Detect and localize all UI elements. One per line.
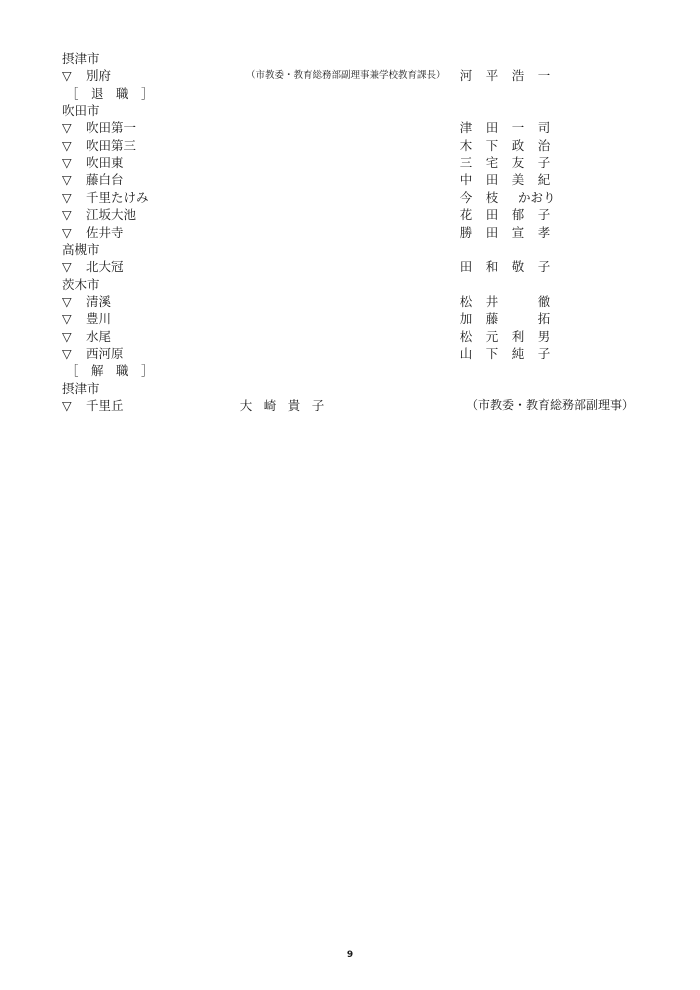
person-name-char: 司: [537, 120, 551, 136]
person-name-char: 宅: [485, 155, 499, 171]
personnel-entry: [0, 137, 700, 154]
triangle-icon: ▽: [62, 137, 72, 153]
person-name-char: 津: [459, 120, 473, 136]
city-heading: [0, 50, 700, 67]
school-name: 吹田第一: [86, 120, 137, 136]
triangle-icon: ▽: [62, 293, 72, 309]
triangle-icon: ▽: [62, 120, 72, 136]
personnel-entry: [0, 189, 700, 206]
person-name-char: 和: [485, 259, 499, 275]
section-label: ［ 退 職 ］: [66, 85, 154, 101]
school-name: 吹田東: [86, 155, 124, 171]
personnel-entry: [0, 206, 700, 223]
person-name-char: 田: [485, 224, 499, 240]
person-name-kana: かおり: [518, 189, 556, 205]
person-name-char: 郁: [511, 207, 525, 223]
person-name-char: 貴: [287, 398, 301, 413]
school-name: 佐井寺: [86, 224, 124, 240]
person-name-char: 子: [537, 259, 551, 275]
person-name-char: 紀: [537, 172, 551, 188]
personnel-entry: [0, 293, 700, 310]
person-name-char: 子: [311, 398, 325, 413]
person-name-char: 山: [459, 345, 473, 361]
person-name-char: 治: [537, 137, 551, 153]
personnel-entry: [0, 224, 700, 241]
person-name-char: 大: [239, 398, 253, 413]
person-name-char: 子: [537, 345, 551, 361]
section-heading: [0, 362, 700, 379]
triangle-icon: ▽: [62, 224, 72, 240]
school-name: 北大冠: [86, 259, 124, 275]
personnel-entry: [0, 310, 700, 327]
person-name-char: 下: [485, 345, 499, 361]
person-name-char: 浩: [511, 68, 525, 84]
section-label: ［ 解 職 ］: [66, 363, 154, 379]
page-number: 9: [346, 950, 354, 960]
person-name-char: 井: [485, 293, 499, 309]
person-name-char: 元: [485, 328, 499, 344]
personnel-entry: [0, 154, 700, 171]
person-name-char: 松: [459, 328, 473, 344]
city-heading: [0, 102, 700, 119]
city-name: 吹田市: [62, 103, 100, 119]
city-name: 高槻市: [62, 241, 100, 257]
personnel-entry: [0, 397, 700, 414]
triangle-icon: ▽: [62, 328, 72, 344]
city-heading: [0, 380, 700, 397]
position-note: （市教委・教育総務部副理事兼学校教育課長）: [246, 70, 446, 82]
person-name-char: 崎: [263, 398, 277, 413]
triangle-icon: ▽: [62, 259, 72, 275]
person-name-char: 枝: [485, 189, 499, 205]
triangle-icon: ▽: [62, 68, 72, 84]
triangle-icon: ▽: [62, 207, 72, 223]
city-name: 摂津市: [62, 380, 100, 396]
person-name-char: 勝: [459, 224, 473, 240]
person-name-char: 宣: [511, 224, 525, 240]
person-name-char: 河: [459, 68, 473, 84]
person-name-char: 子: [537, 207, 551, 223]
section-heading: [0, 85, 700, 102]
position-note: （市教委・教育総務部副理事）: [466, 398, 635, 412]
school-name: 水尾: [86, 328, 112, 344]
school-name: 江坂大池: [86, 207, 137, 223]
person-name-char: 加: [459, 311, 473, 327]
person-name-char: 孝: [537, 224, 551, 240]
person-name-char: 田: [485, 172, 499, 188]
person-name-char: 子: [537, 155, 551, 171]
school-name: 西河原: [86, 345, 124, 361]
person-name-char: 平: [485, 68, 499, 84]
city-name: 茨木市: [62, 276, 100, 292]
person-name-char: 今: [459, 189, 473, 205]
city-name: 摂津市: [62, 51, 100, 66]
personnel-entry: [0, 258, 700, 275]
person-name-char: 松: [459, 293, 473, 309]
person-name-char: 純: [511, 345, 525, 361]
person-name-char: 敬: [511, 259, 525, 275]
person-name-char: 下: [485, 137, 499, 153]
triangle-icon: ▽: [62, 189, 72, 205]
person-name-char: 田: [485, 207, 499, 223]
person-name-char: 政: [511, 137, 525, 153]
school-name: 千里たけみ: [86, 189, 149, 205]
school-name: 別府: [86, 68, 112, 84]
person-name-char: 友: [511, 155, 525, 171]
personnel-entry: [0, 328, 700, 345]
person-name-char: 一: [537, 68, 551, 84]
triangle-icon: ▽: [62, 172, 72, 188]
personnel-entry: [0, 171, 700, 188]
person-name-char: 美: [511, 172, 525, 188]
city-heading: [0, 241, 700, 258]
school-name: 清溪: [86, 293, 112, 309]
person-name-char: 田: [459, 259, 473, 275]
person-name-char: 花: [459, 207, 473, 223]
person-name-char: 木: [459, 137, 473, 153]
personnel-entry: [0, 345, 700, 362]
personnel-entry: [0, 67, 700, 84]
person-name-char: 三: [459, 155, 473, 171]
school-name: 藤白台: [86, 172, 124, 188]
person-name-char: 一: [511, 120, 525, 136]
person-name-char: 藤: [485, 311, 499, 327]
person-name-char: 男: [537, 328, 551, 344]
triangle-icon: ▽: [62, 155, 72, 171]
school-name: 豊川: [86, 311, 112, 327]
person-name-char: 拓: [537, 311, 551, 327]
triangle-icon: ▽: [62, 311, 72, 327]
school-name: 千里丘: [86, 398, 124, 413]
person-name-char: 中: [459, 172, 473, 188]
city-heading: [0, 276, 700, 293]
personnel-entry: [0, 119, 700, 136]
person-name-char: 田: [485, 120, 499, 136]
triangle-icon: ▽: [62, 345, 72, 361]
triangle-icon: ▽: [62, 398, 72, 413]
person-name-char: 徹: [537, 293, 551, 309]
school-name: 吹田第三: [86, 137, 137, 153]
person-name-char: 利: [511, 328, 525, 344]
